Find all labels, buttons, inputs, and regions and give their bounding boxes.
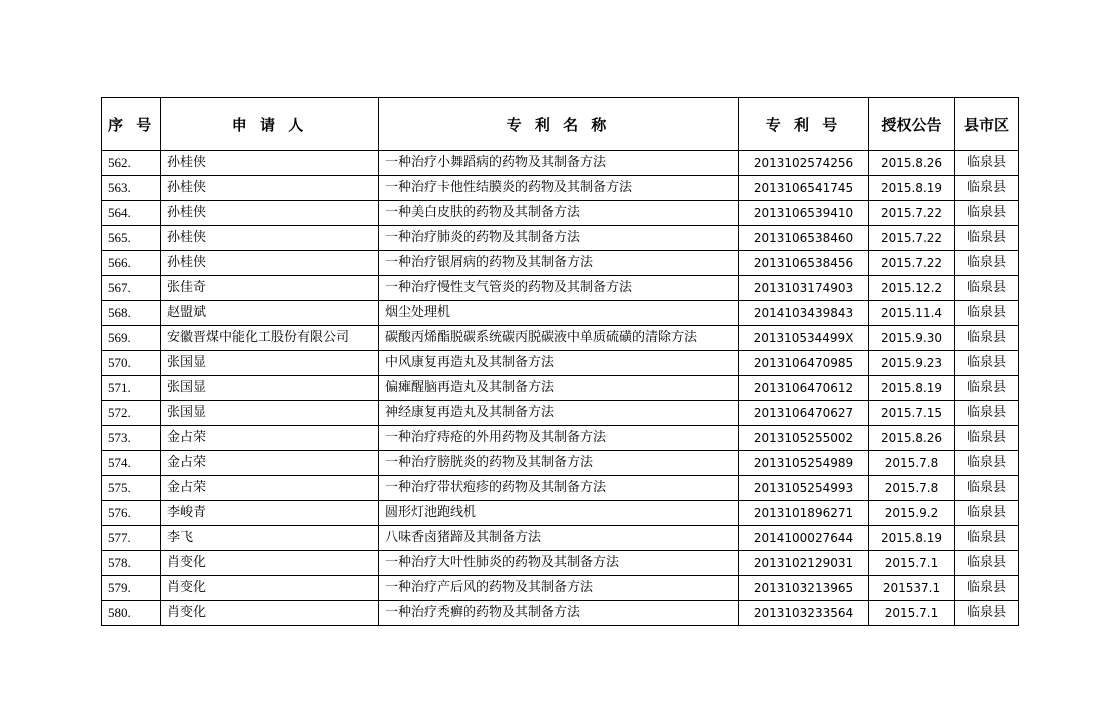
cell-applicant: 孙桂侠 — [161, 226, 379, 251]
cell-patent-name: 一种治疗痔疮的外用药物及其制备方法 — [379, 426, 739, 451]
table-row — [102, 226, 1019, 251]
header-seq: 序 号 — [102, 98, 161, 151]
table-row — [102, 526, 1019, 551]
cell-county: 临泉县 — [955, 151, 1019, 176]
cell-grant-date: 2015.7.8 — [869, 451, 955, 476]
table-row — [102, 351, 1019, 376]
table-row — [102, 476, 1019, 501]
cell-patent-no: 2013103174903 — [739, 276, 869, 301]
cell-county: 临泉县 — [955, 501, 1019, 526]
cell-seq: 571. — [102, 376, 161, 401]
cell-applicant: 安徽晋煤中能化工股份有限公司 — [161, 326, 379, 351]
table-row — [102, 576, 1019, 601]
cell-county: 临泉县 — [955, 276, 1019, 301]
table-body — [102, 151, 1019, 626]
cell-patent-name: 一种治疗小舞蹈病的药物及其制备方法 — [379, 151, 739, 176]
table-row — [102, 601, 1019, 626]
cell-county: 临泉县 — [955, 526, 1019, 551]
cell-seq: 570. — [102, 351, 161, 376]
cell-seq: 574. — [102, 451, 161, 476]
cell-patent-no: 2013106470985 — [739, 351, 869, 376]
cell-patent-name: 中风康复再造丸及其制备方法 — [379, 351, 739, 376]
table-row — [102, 276, 1019, 301]
cell-seq: 580. — [102, 601, 161, 626]
cell-county: 临泉县 — [955, 401, 1019, 426]
cell-patent-no: 2013106541745 — [739, 176, 869, 201]
cell-applicant: 孙桂侠 — [161, 151, 379, 176]
cell-county: 临泉县 — [955, 476, 1019, 501]
cell-grant-date: 2015.9.23 — [869, 351, 955, 376]
cell-patent-no: 2013106538460 — [739, 226, 869, 251]
cell-applicant: 孙桂侠 — [161, 176, 379, 201]
cell-patent-name: 一种治疗银屑病的药物及其制备方法 — [379, 251, 739, 276]
cell-patent-no: 2013106470612 — [739, 376, 869, 401]
cell-applicant: 张国显 — [161, 351, 379, 376]
cell-patent-no: 2013102129031 — [739, 551, 869, 576]
header-row — [102, 98, 1019, 151]
cell-applicant: 赵盟斌 — [161, 301, 379, 326]
cell-applicant: 张国显 — [161, 376, 379, 401]
table-row — [102, 176, 1019, 201]
cell-county: 临泉县 — [955, 201, 1019, 226]
cell-patent-name: 一种治疗慢性支气管炎的药物及其制备方法 — [379, 276, 739, 301]
cell-patent-name: 烟尘处理机 — [379, 301, 739, 326]
cell-grant-date: 2015.7.1 — [869, 551, 955, 576]
table-row — [102, 426, 1019, 451]
cell-grant-date: 2015.9.30 — [869, 326, 955, 351]
table-row — [102, 401, 1019, 426]
cell-county: 临泉县 — [955, 376, 1019, 401]
cell-county: 临泉县 — [955, 601, 1019, 626]
cell-patent-no: 2014103439843 — [739, 301, 869, 326]
cell-county: 临泉县 — [955, 426, 1019, 451]
cell-seq: 575. — [102, 476, 161, 501]
table-row — [102, 376, 1019, 401]
cell-applicant: 金占荣 — [161, 476, 379, 501]
cell-grant-date: 2015.7.15 — [869, 401, 955, 426]
cell-grant-date: 201537.1 — [869, 576, 955, 601]
cell-seq: 562. — [102, 151, 161, 176]
cell-patent-no: 2013106538456 — [739, 251, 869, 276]
cell-seq: 569. — [102, 326, 161, 351]
cell-seq: 578. — [102, 551, 161, 576]
cell-applicant: 金占荣 — [161, 426, 379, 451]
cell-patent-name: 一种治疗秃癣的药物及其制备方法 — [379, 601, 739, 626]
cell-grant-date: 2015.8.19 — [869, 176, 955, 201]
table-row — [102, 326, 1019, 351]
cell-patent-no: 2013105254993 — [739, 476, 869, 501]
cell-patent-name: 一种美白皮肤的药物及其制备方法 — [379, 201, 739, 226]
cell-applicant: 肖变化 — [161, 576, 379, 601]
table-row — [102, 151, 1019, 176]
cell-applicant: 张国显 — [161, 401, 379, 426]
cell-patent-name: 一种治疗卡他性结膜炎的药物及其制备方法 — [379, 176, 739, 201]
cell-county: 临泉县 — [955, 551, 1019, 576]
cell-seq: 568. — [102, 301, 161, 326]
header-patent-name: 专 利 名 称 — [379, 98, 739, 151]
cell-county: 临泉县 — [955, 451, 1019, 476]
table-row — [102, 501, 1019, 526]
cell-county: 临泉县 — [955, 301, 1019, 326]
cell-seq: 565. — [102, 226, 161, 251]
cell-grant-date: 2015.9.2 — [869, 501, 955, 526]
cell-grant-date: 2015.7.22 — [869, 251, 955, 276]
cell-grant-date: 2015.7.22 — [869, 201, 955, 226]
cell-patent-no: 201310534499X — [739, 326, 869, 351]
cell-seq: 563. — [102, 176, 161, 201]
cell-patent-no: 2014100027644 — [739, 526, 869, 551]
cell-patent-name: 一种治疗膀胱炎的药物及其制备方法 — [379, 451, 739, 476]
table-row — [102, 301, 1019, 326]
cell-seq: 579. — [102, 576, 161, 601]
cell-seq: 577. — [102, 526, 161, 551]
cell-county: 临泉县 — [955, 251, 1019, 276]
table-row — [102, 251, 1019, 276]
cell-applicant: 李峻青 — [161, 501, 379, 526]
cell-seq: 572. — [102, 401, 161, 426]
cell-patent-name: 一种治疗产后风的药物及其制备方法 — [379, 576, 739, 601]
cell-patent-name: 一种治疗肺炎的药物及其制备方法 — [379, 226, 739, 251]
cell-patent-no: 2013105255002 — [739, 426, 869, 451]
cell-patent-name: 偏瘫醒脑再造丸及其制备方法 — [379, 376, 739, 401]
patent-table — [101, 97, 1019, 626]
cell-county: 临泉县 — [955, 351, 1019, 376]
cell-patent-name: 碳酸丙烯酯脱碳系统碳丙脱碳液中单质硫磺的清除方法 — [379, 326, 739, 351]
cell-grant-date: 2015.7.22 — [869, 226, 955, 251]
table-row — [102, 451, 1019, 476]
header-applicant: 申 请 人 — [161, 98, 379, 151]
cell-grant-date: 2015.8.19 — [869, 376, 955, 401]
cell-seq: 567. — [102, 276, 161, 301]
cell-patent-name: 一种治疗带状疱疹的药物及其制备方法 — [379, 476, 739, 501]
cell-applicant: 张佳奇 — [161, 276, 379, 301]
cell-applicant: 孙桂侠 — [161, 251, 379, 276]
cell-seq: 576. — [102, 501, 161, 526]
cell-county: 临泉县 — [955, 576, 1019, 601]
cell-patent-no: 2013103213965 — [739, 576, 869, 601]
cell-patent-name: 一种治疗大叶性肺炎的药物及其制备方法 — [379, 551, 739, 576]
cell-applicant: 肖变化 — [161, 551, 379, 576]
cell-patent-name: 圆形灯池跑线机 — [379, 501, 739, 526]
cell-patent-no: 2013106539410 — [739, 201, 869, 226]
table-row — [102, 201, 1019, 226]
cell-applicant: 孙桂侠 — [161, 201, 379, 226]
cell-applicant: 李飞 — [161, 526, 379, 551]
cell-patent-name: 八味香卤猪蹄及其制备方法 — [379, 526, 739, 551]
header-grant-date: 授权公告 — [869, 98, 955, 151]
cell-grant-date: 2015.7.8 — [869, 476, 955, 501]
header-county: 县市区 — [955, 98, 1019, 151]
cell-patent-no: 2013102574256 — [739, 151, 869, 176]
cell-seq: 566. — [102, 251, 161, 276]
cell-county: 临泉县 — [955, 326, 1019, 351]
cell-applicant: 金占荣 — [161, 451, 379, 476]
cell-patent-no: 2013103233564 — [739, 601, 869, 626]
cell-grant-date: 2015.12.2 — [869, 276, 955, 301]
cell-grant-date: 2015.7.1 — [869, 601, 955, 626]
cell-patent-name: 神经康复再造丸及其制备方法 — [379, 401, 739, 426]
cell-county: 临泉县 — [955, 226, 1019, 251]
table-header — [102, 98, 1019, 151]
table-row — [102, 551, 1019, 576]
cell-applicant: 肖变化 — [161, 601, 379, 626]
cell-patent-no: 2013106470627 — [739, 401, 869, 426]
cell-grant-date: 2015.8.19 — [869, 526, 955, 551]
cell-patent-no: 2013101896271 — [739, 501, 869, 526]
cell-patent-no: 2013105254989 — [739, 451, 869, 476]
cell-county: 临泉县 — [955, 176, 1019, 201]
cell-grant-date: 2015.8.26 — [869, 426, 955, 451]
cell-seq: 564. — [102, 201, 161, 226]
header-patent-no: 专 利 号 — [739, 98, 869, 151]
cell-grant-date: 2015.8.26 — [869, 151, 955, 176]
cell-seq: 573. — [102, 426, 161, 451]
cell-grant-date: 2015.11.4 — [869, 301, 955, 326]
